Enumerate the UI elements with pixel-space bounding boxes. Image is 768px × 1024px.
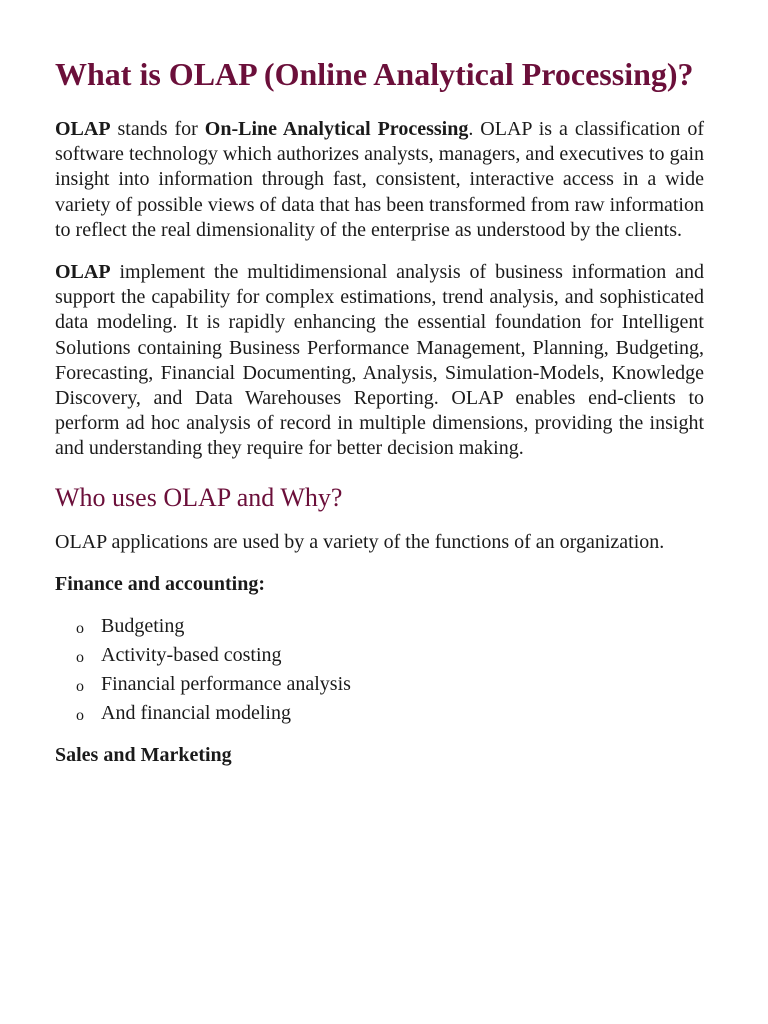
olap-term: OLAP xyxy=(55,261,111,284)
list-item-text: Financial performance analysis xyxy=(101,672,351,695)
bullet-circle-icon: o xyxy=(76,619,84,637)
list-item-text: And financial modeling xyxy=(101,701,291,724)
description-paragraph xyxy=(55,260,704,462)
list-item xyxy=(55,612,704,641)
subheading-finance: Finance and accounting: xyxy=(55,572,266,595)
who-uses-paragraph: OLAP applications are used by a variety of the functions of an organization. xyxy=(55,530,665,553)
list-item-text: Activity-based costing xyxy=(101,643,282,666)
list-item xyxy=(55,699,704,728)
bullet-circle-icon: o xyxy=(76,677,84,695)
list-item xyxy=(55,670,704,699)
olap-term: OLAP xyxy=(55,118,111,140)
description-text: implement the multidimensional analysis of business information and support the capability for complex estimations, trend analysis, and sophisticated data modeling. It is rapidly enhancing the essential foundation for Intelligent Solutions containing Business Performance Management, Planning, Budgeting, Forecasting, Financial Documenting, Analysis, Simulation-Models, Knowledge Discovery, and Data Warehouses Reporting. OLAP enables end-clients to perform ad hoc analysis of record in multiple dimensions, providing the insight and understanding they require for better decision making. xyxy=(55,261,704,460)
finance-list xyxy=(55,612,704,728)
bullet-circle-icon: o xyxy=(76,648,84,666)
intro-text-a: stands for xyxy=(110,118,205,140)
olap-expansion: On-Line Analytical Processing xyxy=(204,118,469,140)
intro-paragraph xyxy=(55,117,704,243)
list-item xyxy=(55,641,704,670)
list-item-text: Budgeting xyxy=(101,614,185,637)
intro-text-b: . OLAP is a classification of software technology which authorizes analysts, managers, and executives to gain insight into information through fast, consistent, interactive access in a wide variety of possible views of data that has been transformed from raw information to reflect the real dimensionality of the enterprise as understood by the clients. xyxy=(55,118,704,241)
page-title: What is OLAP (Online Analytical Processing)? xyxy=(55,56,694,92)
subheading-sales: Sales and Marketing xyxy=(55,743,232,766)
section-heading-who-uses: Who uses OLAP and Why? xyxy=(55,482,343,512)
bullet-circle-icon: o xyxy=(76,706,84,724)
